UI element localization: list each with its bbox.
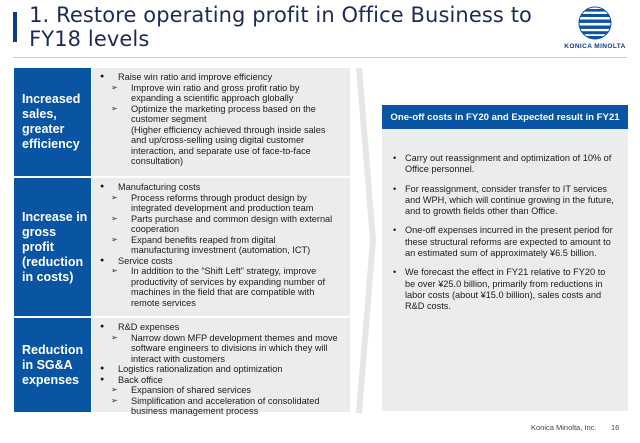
results-bullet: • Carry out reassignment and optimization of 10% of Office personnel. (392, 153, 618, 176)
company-logo (563, 6, 627, 62)
row-label-line: greater (22, 122, 65, 136)
row-label (14, 318, 91, 412)
continuation-line: customer segment (131, 114, 207, 124)
bullet-item: ● R&D expenses (100, 322, 344, 333)
continuation-line: expanding a scientific approach globally (131, 93, 294, 103)
sub-bullet-item: ➢ Process reforms through product design by (100, 193, 344, 204)
row-label-line: Increase in (22, 209, 88, 224)
continuation-line: integrated development and production team (131, 203, 314, 213)
row-gross-profit (14, 178, 350, 317)
continuation-line: consultation) (131, 156, 184, 166)
row-content (92, 318, 350, 416)
continuation-line: machines in the field that are compatible with (131, 287, 315, 297)
row-label (14, 178, 91, 316)
chevron-arrow-icon (356, 68, 376, 413)
results-panel-header: One-off costs in FY20 and Expected result in FY21 (382, 105, 628, 129)
globe-logo-icon (578, 6, 612, 40)
sub-bullet-item: ➢ Parts purchase and common design with external (100, 214, 344, 225)
bullet-item: ● Back office (100, 375, 344, 386)
row-content (92, 68, 350, 176)
continuation-line: manufacturing investment (automation, ICT) (131, 245, 311, 255)
results-panel-body (382, 129, 628, 313)
results-panel (382, 105, 628, 411)
sub-bullet-item: ➢ Optimize the marketing process based on the (100, 104, 344, 115)
row-content (92, 178, 350, 316)
sub-bullet-item: ➢ Narrow down MFP development themes and move (100, 333, 344, 344)
row-label-line: sales, (22, 107, 57, 121)
continuation-line: (Higher efficiency achieved through inside sales (131, 124, 326, 135)
title-accent-bar (13, 12, 17, 42)
row-label-line: gross profit (22, 224, 57, 254)
continuation-line: interaction, and separate use of face-to-face (131, 145, 311, 156)
slide-title-bar (0, 5, 545, 49)
sub-bullet-item: ➢ Expansion of shared services (100, 385, 344, 396)
continuation-line: software engineers to divisions in which they will (131, 343, 328, 353)
bullet-item: ● Logistics rationalization and optimization (100, 364, 344, 375)
continuation-line: cooperation (131, 224, 180, 234)
bullet-item: ● Raise win ratio and improve efficiency (100, 72, 344, 83)
footer-company: Konica Minolta, Inc. (531, 423, 597, 432)
sub-bullet-item: ➢ Simplification and acceleration of consolidated (100, 396, 344, 407)
row-label-line: Increased (22, 92, 81, 106)
title-divider (13, 57, 627, 58)
sub-bullet-item: ➢ In addition to the “Shift Left” strategy, improve (100, 266, 344, 277)
results-bullet: • For reassignment, consider transfer to IT services and WPH, which will continue growing in the future, and to growth fields other than Office. (392, 184, 618, 218)
row-label-line: (reduction (22, 254, 84, 269)
row-sga-reduction (14, 318, 350, 416)
sub-bullet-item: ➢ Improve win ratio and gross profit ratio by (100, 83, 344, 94)
continuation-line: interact with customers (131, 353, 225, 364)
logo-wordmark: KONICA MINOLTA (564, 43, 626, 50)
continuation-line: and up/cross-selling using digital customer (131, 135, 305, 145)
sub-bullet-item: ➢ Expand benefits reaped from digital (100, 235, 344, 246)
results-bullet: • One-off expenses incurred in the present period for these structural reforms are expected to amount to an estimated sum of approximately ¥6.5 billion. (392, 225, 618, 259)
page-title: 1. Restore operating profit in Office Business to FY18 levels (29, 3, 533, 51)
continuation-line: remote services (131, 297, 196, 308)
row-label-line: in SG&A (22, 357, 73, 372)
row-label-line: in costs) (22, 269, 74, 284)
results-bullet: • We forecast the effect in FY21 relative to FY20 to be over ¥25.0 billion, primarily from reductions in labor costs (about ¥15.0 billion), sales costs and R&D costs. (392, 267, 618, 312)
bullet-item: ● Service costs (100, 256, 344, 267)
row-increased-sales (14, 68, 350, 177)
continuation-line: business management process (131, 406, 259, 416)
bullet-item: ● Manufacturing costs (100, 182, 344, 193)
row-label-line: Reduction (22, 342, 84, 357)
continuation-line: productivity of services by expanding number of (131, 276, 326, 287)
row-label (14, 68, 91, 176)
row-label-line: expenses (22, 372, 79, 387)
page-number: 16 (611, 423, 620, 432)
row-label-line: efficiency (22, 137, 80, 151)
